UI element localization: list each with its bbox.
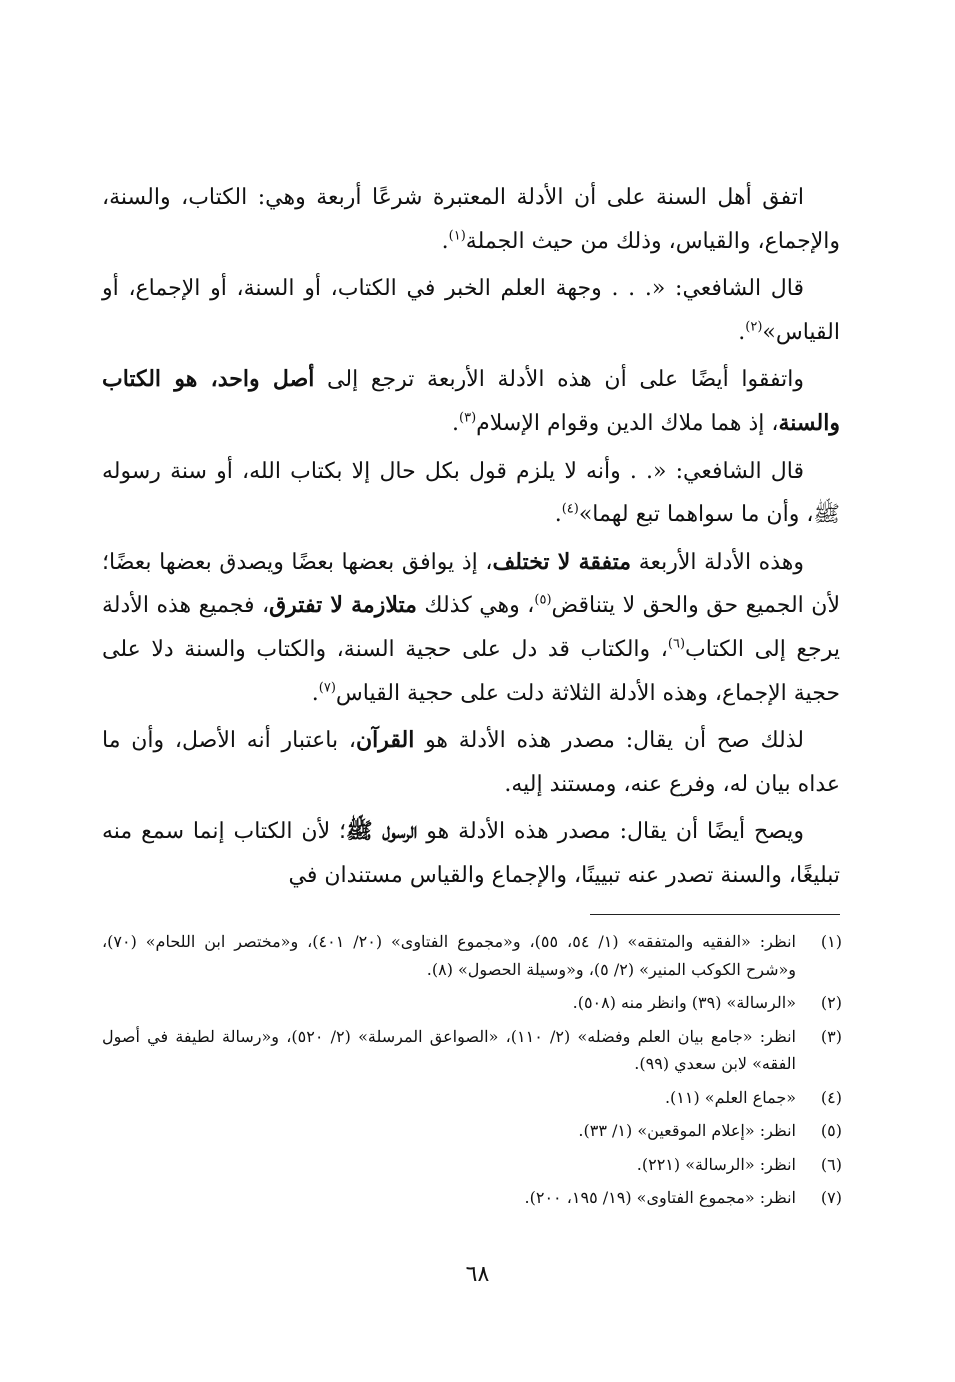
footnote-text: انظر: «إعلام الموقعين» (١/ ٣٣). [578, 1121, 796, 1140]
footnote-number: (٦) [820, 1154, 842, 1174]
footnote-5 [102, 1117, 842, 1145]
main-text [102, 176, 840, 902]
paragraph-2: قال الشافعي: «. . . وجهة العلم الخبر في الكتاب، أو السنة، أو الإجماع، أو القياس»$^{(٢)}$. [102, 276, 840, 345]
footnote-1 [102, 928, 842, 983]
footnote-number: (٧) [820, 1188, 842, 1207]
footnote-text: انظر: «الرسالة» (٢٢١). [636, 1154, 796, 1174]
footnote-text: «الرسالة» (٣٩) وانظر منه (٥٠٨). [572, 993, 796, 1012]
footnote-number: (٥) [820, 1121, 842, 1140]
footnote-text: انظر: «الفقيه والمتفقه» (١/ ٥٤، ٥٥)، و«مجموع الفتاوى» (٢٠/ ٤٠١)، و«مختصر ابن اللحام» (٧٠)، و«شرح الكوكب المنير» (٢/ ٥)، و«وسيلة الحصول» (٨). [102, 932, 797, 979]
paragraph-5: وهذه الأدلة الأربعة متفقة لا تختلف، إذ يوافق بعضها بعضًا ويصدق بعضها بعضًا؛ لأن الجميع حق والحق لا يتناقض$^{(٥)}$، وهي كذلك متلازمة لا تفترق، فجميع هذه الأدلة يرجع إلى الكتاب$^{(٦)}$، والكتاب قد دل على حجية السنة، والكتاب والسنة دلا على حجية الإجماع، وهذه الأدلة الثلاثة دلت على حجية القياس$^{(٧)}$. [102, 548, 840, 706]
bold-phrase: أصل واحد، هو الكتاب والسنة [102, 366, 840, 436]
paragraph-4: قال الشافعي: «. . وأنه لا يلزم قول بكل حال إلا بكتاب الله، أو سنة رسوله ﷺ، وأن ما سواهما تبع لهما»$^{(٤)}$. [102, 458, 840, 528]
footnote-ref-5[interactable]: (٥) [534, 593, 552, 609]
paragraph-6: لذلك صح أن يقال: مصدر هذه الأدلة هو القرآن، باعتبار أنه الأصل، وأن ما عداه بيان له، وفرع عنه، ومستند إليه. [102, 727, 840, 797]
footnote-text: انظر: «جامع بيان العلم وفضله» (٢/ ١١٠)، «الصواعق المرسلة» (٢/ ٥٢٠)، و«رسالة لطيفة في أصول الفقه» لابن سعدي (٩٩). [102, 1026, 796, 1073]
paragraph-7: ويصح أيضًا أن يقال: مصدر هذه الأدلة هو الرسول ﷺ؛ لأن الكتاب إنما سمع منه تبليغًا، والسنة تصدر عنه تبيينًا، والإجماع والقياس مستندان في [102, 818, 840, 888]
bold-phrase: متفقة لا تختلف [492, 548, 632, 575]
footnote-ref-1[interactable]: (١) [448, 228, 466, 244]
footnote-ref-7[interactable]: (٧) [318, 680, 336, 696]
footnote-number: (٣) [820, 1026, 842, 1046]
footnote-ref-2[interactable]: (٢) [745, 319, 763, 335]
page-number: ٦٨ [465, 1262, 490, 1287]
footnote-ref-6[interactable]: (٦) [667, 636, 686, 652]
footnote-ref-4[interactable]: (٤) [561, 501, 579, 517]
paragraph-1: اتفق أهل السنة على أن الأدلة المعتبرة شرعًا أربعة وهي: الكتاب، والسنة، والإجماع، والقياس، وذلك من حيث الجملة$^{(١)}$. [102, 185, 840, 254]
footnote-7 [102, 1184, 842, 1212]
footnote-number: (١) [820, 932, 842, 951]
footnote-text: «جماع العلم» (١١). [664, 1087, 796, 1107]
footnote-number: (٢) [820, 993, 842, 1012]
bold-phrase: القرآن [355, 727, 415, 754]
paragraph-3: واتفقوا أيضًا على أن هذه الأدلة الأربعة ترجع إلى أصل واحد، هو الكتاب والسنة، إذ هما ملاك الدين وقوام الإسلام$^{(٣)}$. [102, 366, 840, 436]
footnote-number: (٤) [820, 1087, 842, 1107]
bold-phrase: الرسول ﷺ [346, 818, 418, 845]
footnote-separator [590, 914, 840, 915]
footnotes [102, 928, 842, 1218]
footnote-text: انظر: «مجموع الفتاوى» (١٩/ ١٩٥، ٢٠٠). [524, 1188, 796, 1207]
footnote-6 [102, 1151, 842, 1179]
bold-phrase: متلازمة لا تفترق [269, 592, 417, 619]
footnote-4 [102, 1084, 842, 1112]
footnote-ref-3[interactable]: (٣) [459, 410, 477, 426]
footnote-3 [102, 1023, 842, 1078]
footnote-2 [102, 989, 842, 1017]
